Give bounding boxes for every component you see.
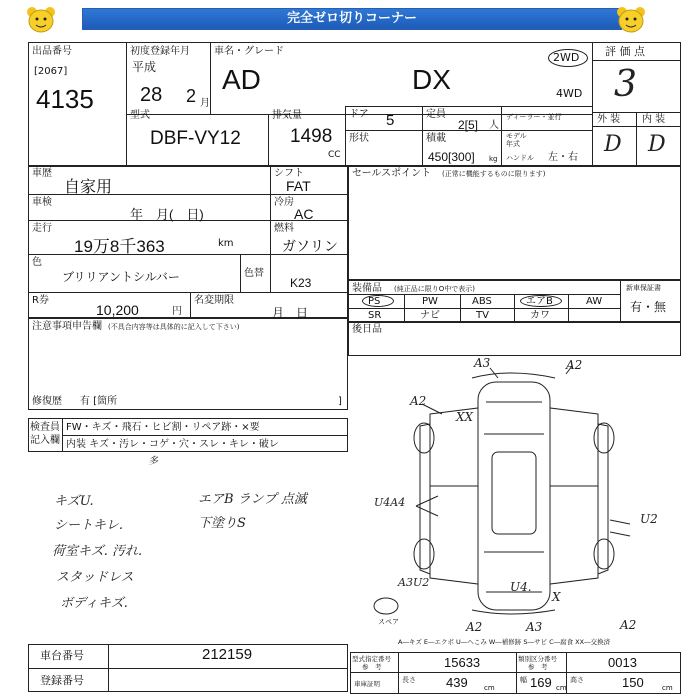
spare-label: スペア [378,618,399,626]
load-unit: kg [489,155,498,163]
doors: 5 [386,112,395,129]
designation: 15633 [444,655,481,670]
ac: AC [294,206,314,222]
equip-abs: ABS [472,296,492,307]
width-label: 幅 [520,676,527,684]
inspector-label-2: 記入欄 [30,435,60,446]
shift-label: シフト [274,168,304,179]
mascot-right-icon [614,4,648,34]
mark-a2-bottom: A2 [466,620,483,634]
mark-u4: U4. [510,580,532,594]
load: 450[300] [428,150,475,164]
interior-label: 内 装 [642,114,666,125]
interior-grade: D [648,132,666,157]
lot-number: 4135 [36,84,94,114]
recycle-fee: 10,200 [96,302,139,318]
mascot-left-icon [24,4,58,34]
equip-sr: SR [368,310,382,321]
ref-1: 参 考 [362,663,382,671]
color-code: K23 [290,276,312,290]
reg-month: 2 [186,86,197,106]
model-year-label: モデル年式 [506,132,527,148]
warranty-label: 新車保証書 [626,284,661,292]
history-label: 車歴 [32,168,52,179]
height-label: 高さ [570,676,584,684]
height-unit: cm [662,684,673,692]
displacement-label: 排気量 [272,110,302,121]
lot-sub: [2067] [34,66,68,77]
inspection: 年 月( 日) [130,207,204,222]
equipment-sub: (純正品に限りO中で表示) [394,285,475,293]
rear-label: 後日品 [352,324,382,335]
exterior-grade: D [604,132,622,157]
first-reg-label: 初度登録年月 [130,46,190,57]
mark-a3-bottom: A3 [526,620,543,634]
ref-2: 参 考 [528,663,548,671]
width: 169 [530,675,552,690]
inspector-label-1: 検査員 [30,422,60,433]
inspector-note: 多 [148,456,158,467]
notes-label: 注意事項申告欄 [32,321,102,332]
color-label: 色 [32,257,42,268]
model-code: DBF-VY12 [150,128,241,149]
mark-u2: U2 [640,512,658,526]
inspector-row-2: 内装 キズ・汚レ・コゲ・穴・スレ・キレ・破レ [66,439,279,450]
hand-left-5: ボディキズ. [60,596,128,611]
handle-label: ハンドル [506,154,534,162]
mark-a2-bottom-right: A2 [620,618,637,632]
equip-navi: ナビ [420,310,440,321]
repair-label: 修復歴 [32,396,62,407]
designation-label: 型式指定番号 [352,655,391,663]
repair-bracket: ] [338,396,342,407]
rear-frame [348,322,681,356]
color-name: ブリリアントシルバー [62,270,180,284]
km-unit: km [218,238,234,249]
mark-a2-left: A2 [410,394,427,408]
diagram-legend: A―キズ E―エクボ U―へこみ W―補修跡 S―サビ C―腐食 XX―交換済 [398,638,611,646]
reg-label: 登録番号 [40,674,84,687]
month-unit: 月 [200,98,210,109]
yen-unit: 円 [172,306,182,317]
equip-aw: AW [586,296,603,307]
height: 150 [622,675,644,690]
hand-left-1: キズU. [54,494,94,509]
equip-airbag: エアB [526,296,553,307]
equip-leather: カワ [530,310,550,321]
reg-year: 28 [140,84,163,106]
dealer-label: ディーラー・並行 [506,113,562,121]
width-unit: cm [556,684,567,692]
score-label: 評 価 点 [605,45,645,58]
fuel: ガソリン [282,238,338,254]
sales-label: セールスポイント [352,168,432,179]
sales-frame [348,166,681,280]
chassis-number: 212159 [202,646,253,663]
sales-sub: (正常に機能するものに限ります) [442,170,546,178]
era: 平成 [132,60,157,74]
length: 439 [446,675,468,690]
doors-label: ドア [349,109,369,120]
name-grade-label: 車名・グレード [214,46,284,57]
notes-sub: (不具合内容等は具体的に記入して下さい) [108,323,240,331]
equipment-label: 装備品 [352,283,382,294]
mark-x: X [552,590,561,604]
mark-a3u2: A3U2 [398,576,430,589]
mileage: 19万8千363 [74,237,165,256]
hand-left-4: スタッドレス [56,570,134,585]
handle-value: 左・右 [548,152,578,163]
lot-label: 出品番号 [32,46,72,57]
hand-mid-1: エアB ランプ 点滅 [198,492,307,507]
load-label: 積載 [426,133,446,144]
inspection-label: 車検 [32,197,52,208]
capacity-unit: 人 [489,120,499,131]
banner [16,4,684,36]
mileage-label: 走行 [32,223,52,234]
rename-value: 月 日 [272,306,309,320]
ac-label: 冷房 [274,197,294,208]
repair-value: 有 [箇所 [80,396,118,407]
category-label: 類別区分番号 [518,655,557,663]
capacity: 2[5] [458,118,479,132]
equip-tv: TV [476,310,489,321]
car-name: AD [222,64,261,95]
category: 0013 [608,655,637,670]
drive-2wd: 2WD [553,51,580,64]
length-unit: cm [484,684,495,692]
model-label: 型式 [130,110,150,121]
exterior-label: 外 装 [597,114,621,125]
shift: FAT [286,178,311,194]
car-grade: DX [412,64,451,95]
hand-left-3: 荷室キズ. 汚れ. [52,544,143,559]
score-value: 3 [614,64,637,105]
length-label: 長さ [402,676,416,684]
hand-left-2: シートキレ. [54,518,124,533]
equip-ps: PS [368,296,381,307]
mark-a3-top: A3 [474,356,491,370]
fuel-label: 燃料 [274,223,294,234]
hand-mid-2: 下塗りS [198,516,246,531]
inspector-row-1: FW・キズ・飛石・ヒビ割・リペア跡・×要 [66,422,260,433]
chassis-label: 車台番号 [40,649,84,662]
recycle-label: R券 [32,295,49,306]
warranty: 有・無 [630,300,667,314]
equip-pw: PW [422,296,438,307]
color-change-label: 色替 [244,268,264,279]
banner-title: 完全ゼロ切りコーナー [286,11,417,26]
shape-label: 形状 [349,133,369,144]
mark-a2-top: A2 [566,358,583,372]
vehicle-label: 車庫証明 [354,680,380,688]
mark-u4a4: U4A4 [374,496,406,509]
capacity-label: 定員 [426,109,446,120]
rename-label: 名変期限 [194,295,234,306]
history: 自家用 [64,179,113,196]
mark-xx: XX [456,410,474,424]
displacement: 1498 [290,126,333,147]
cc-unit: CC [328,150,341,160]
drive-4wd: 4WD [556,87,583,100]
